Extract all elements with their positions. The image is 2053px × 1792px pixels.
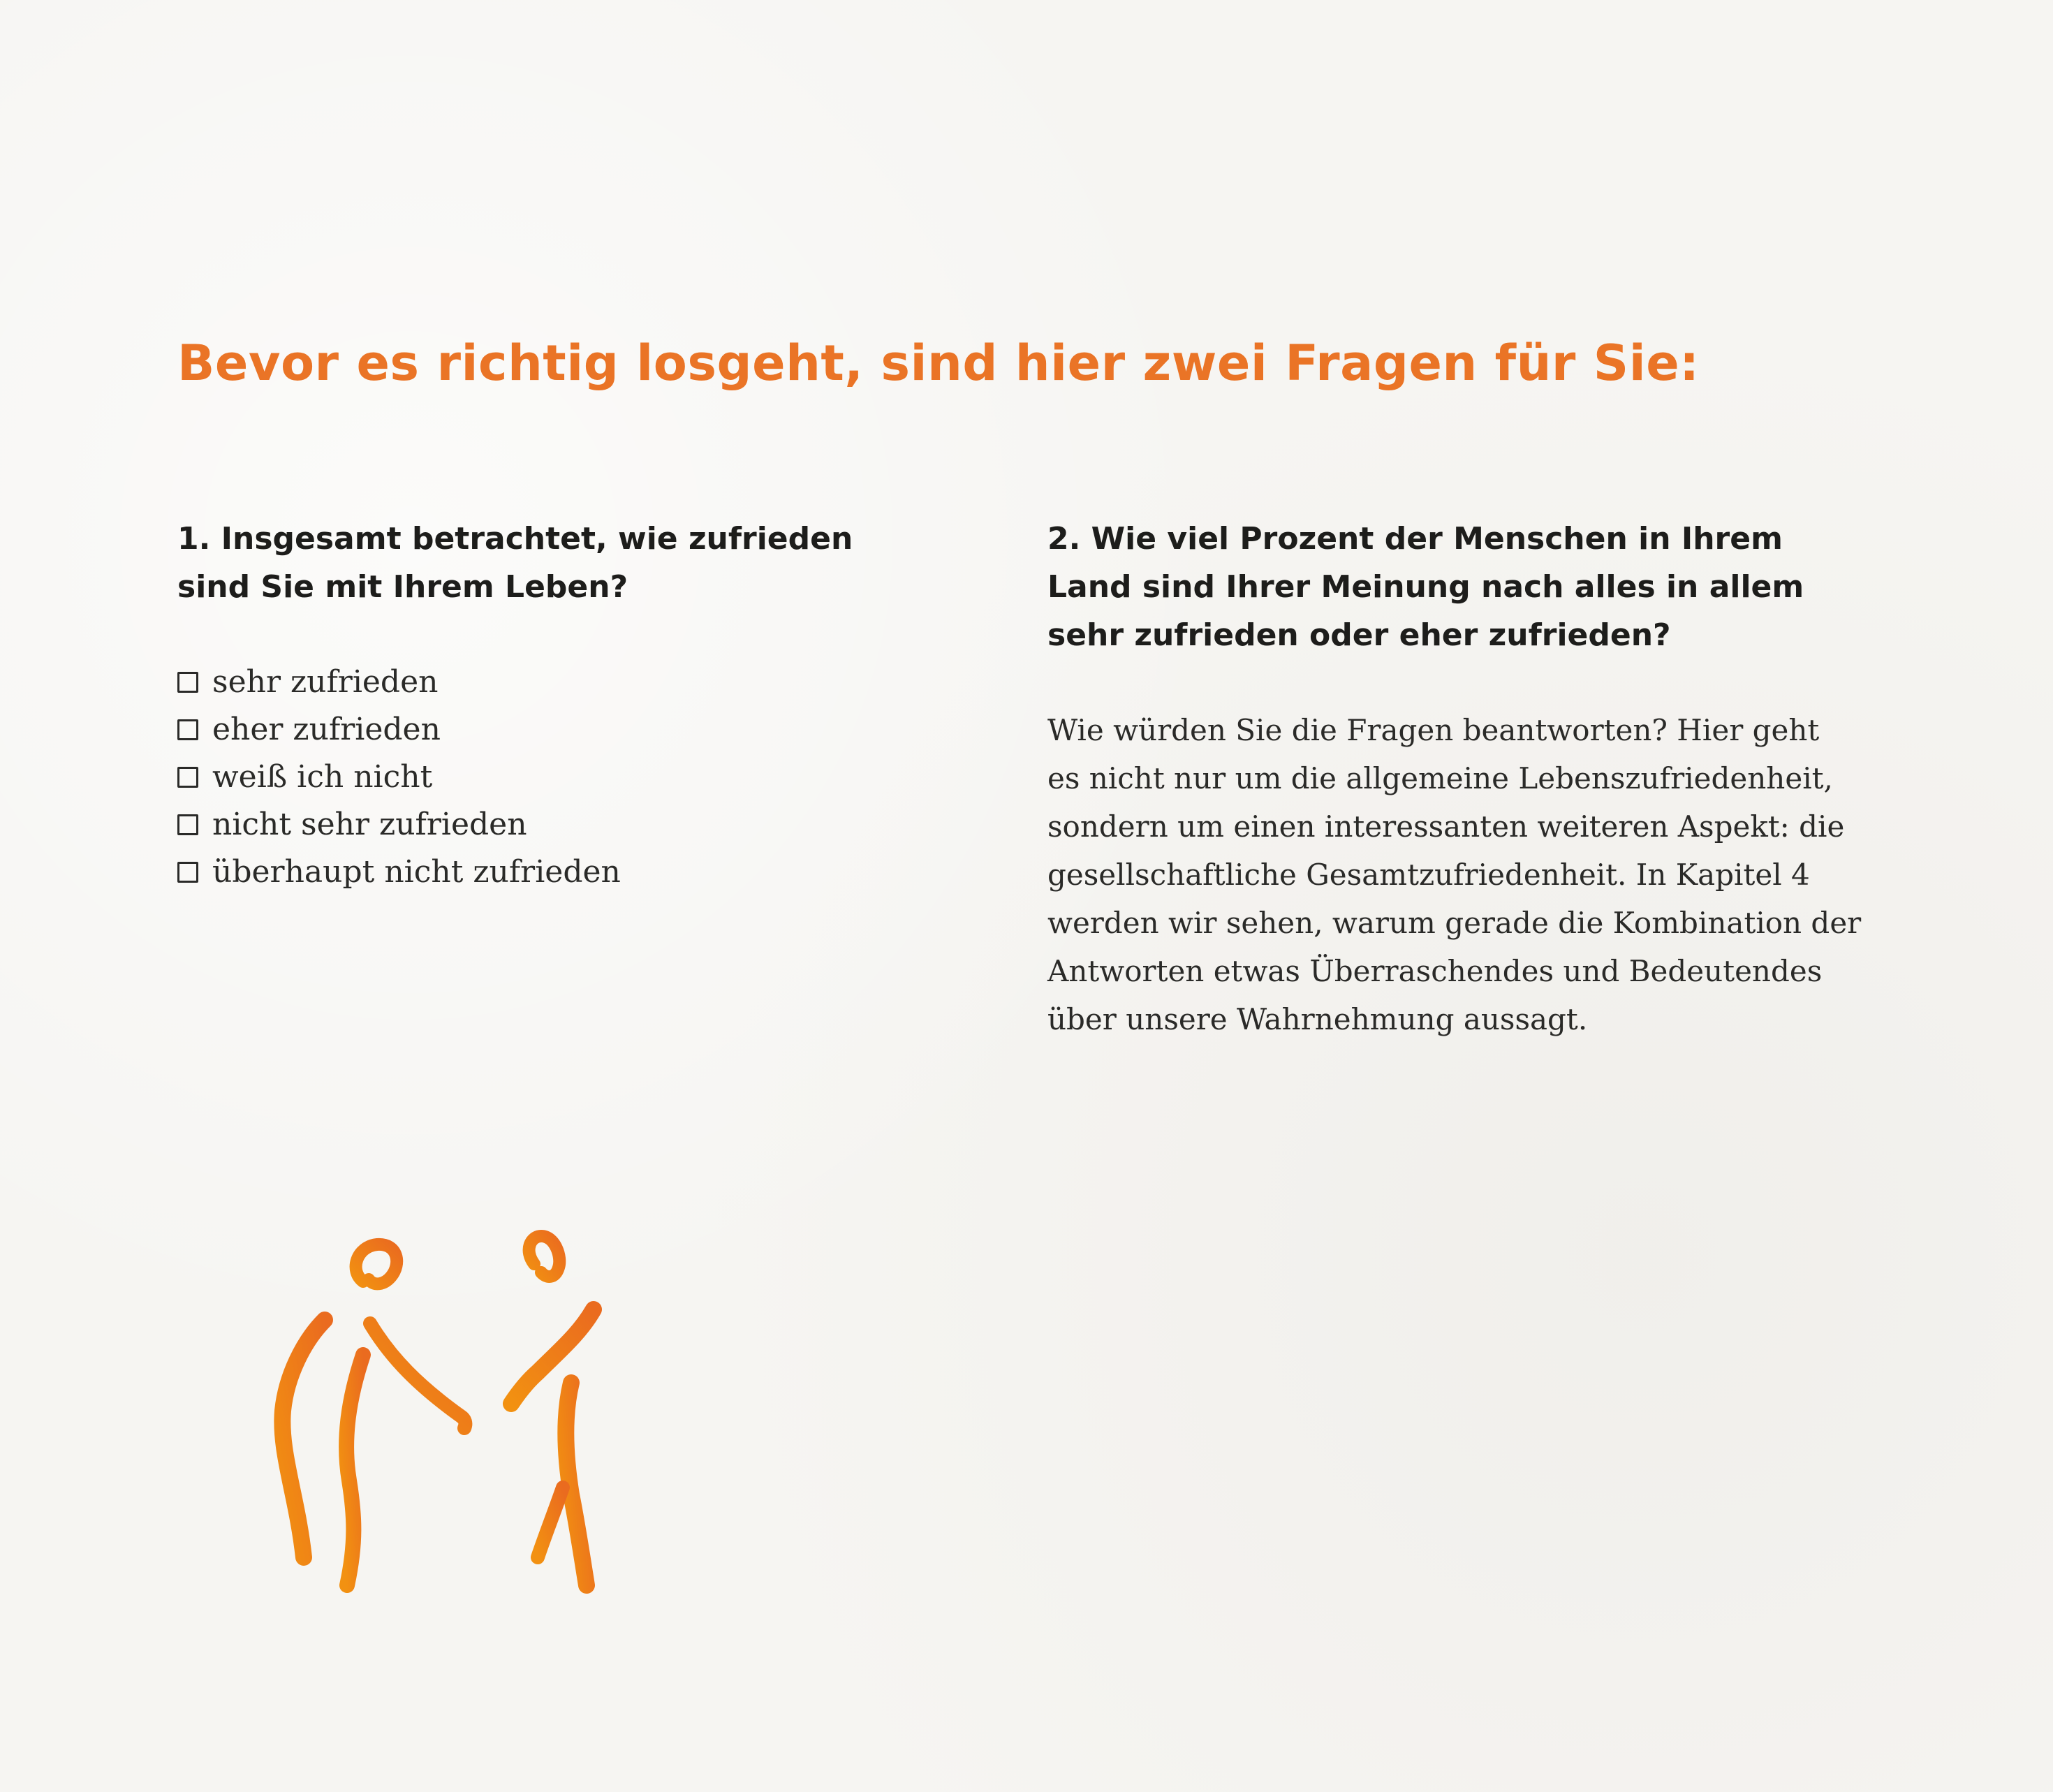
option-label: überhaupt nicht zufrieden bbox=[212, 854, 621, 890]
option-label: weiß ich nicht bbox=[212, 759, 433, 795]
option-label: nicht sehr zufrieden bbox=[212, 807, 527, 842]
option-eher-zufrieden[interactable] bbox=[177, 706, 621, 754]
question-1-title bbox=[177, 515, 876, 611]
right-figure-leg bbox=[566, 1383, 587, 1585]
body-line: es nicht nur um die allgemeine Lebenszufriedenheit, bbox=[1047, 761, 1833, 795]
question-2-title-line: sehr zufrieden oder eher zufrieden? bbox=[1047, 617, 1671, 653]
checkbox-icon[interactable] bbox=[177, 862, 198, 883]
body-line: gesellschaftliche Gesamtzufriedenheit. In Kapitel 4 bbox=[1047, 858, 1810, 892]
right-figure-back-leg bbox=[538, 1488, 563, 1557]
body-line: sondern um einen interessanten weiteren Aspekt: die bbox=[1047, 809, 1845, 844]
question-2-body bbox=[1047, 706, 1871, 1043]
checkbox-icon[interactable] bbox=[177, 719, 198, 740]
option-sehr-zufrieden[interactable] bbox=[177, 659, 621, 706]
option-nicht-sehr-zufrieden[interactable] bbox=[177, 801, 621, 849]
question-2-title-line: 2. Wie viel Prozent der Menschen in Ihrem bbox=[1047, 521, 1783, 557]
two-figures-illustration bbox=[258, 1229, 635, 1620]
option-label: eher zufrieden bbox=[212, 712, 441, 747]
question-2-title bbox=[1047, 515, 1857, 659]
left-figure-front-leg bbox=[346, 1355, 363, 1585]
left-figure-back bbox=[282, 1320, 325, 1557]
question-2-title-line: Land sind Ihrer Meinung nach alles in allem bbox=[1047, 569, 1804, 605]
question-1-title-line: 1. Insgesamt betrachtet, wie zufrieden bbox=[177, 521, 853, 557]
question-1-title-line: sind Sie mit Ihrem Leben? bbox=[177, 569, 628, 605]
option-label: sehr zufrieden bbox=[212, 664, 439, 700]
checkbox-icon[interactable] bbox=[177, 814, 198, 835]
body-line: über unsere Wahrnehmung aussagt. bbox=[1047, 1002, 1588, 1036]
body-line: Wie würden Sie die Fragen beantworten? Hier geht bbox=[1047, 713, 1820, 747]
option-ueberhaupt-nicht-zufrieden[interactable] bbox=[177, 849, 621, 896]
left-figure-arm bbox=[370, 1323, 465, 1428]
right-figure-head bbox=[529, 1236, 560, 1277]
right-figure-arm bbox=[511, 1309, 594, 1404]
option-weiss-ich-nicht[interactable] bbox=[177, 754, 621, 801]
left-figure-head bbox=[356, 1244, 397, 1284]
question-1-options bbox=[177, 659, 621, 896]
page-headline: Bevor es richtig losgeht, sind hier zwei Fragen für Sie: bbox=[177, 335, 1700, 392]
body-line: Antworten etwas Überraschendes und Bedeutendes bbox=[1047, 954, 1823, 988]
checkbox-icon[interactable] bbox=[177, 672, 198, 693]
checkbox-icon[interactable] bbox=[177, 767, 198, 788]
body-line: werden wir sehen, warum gerade die Kombination der bbox=[1047, 906, 1862, 940]
